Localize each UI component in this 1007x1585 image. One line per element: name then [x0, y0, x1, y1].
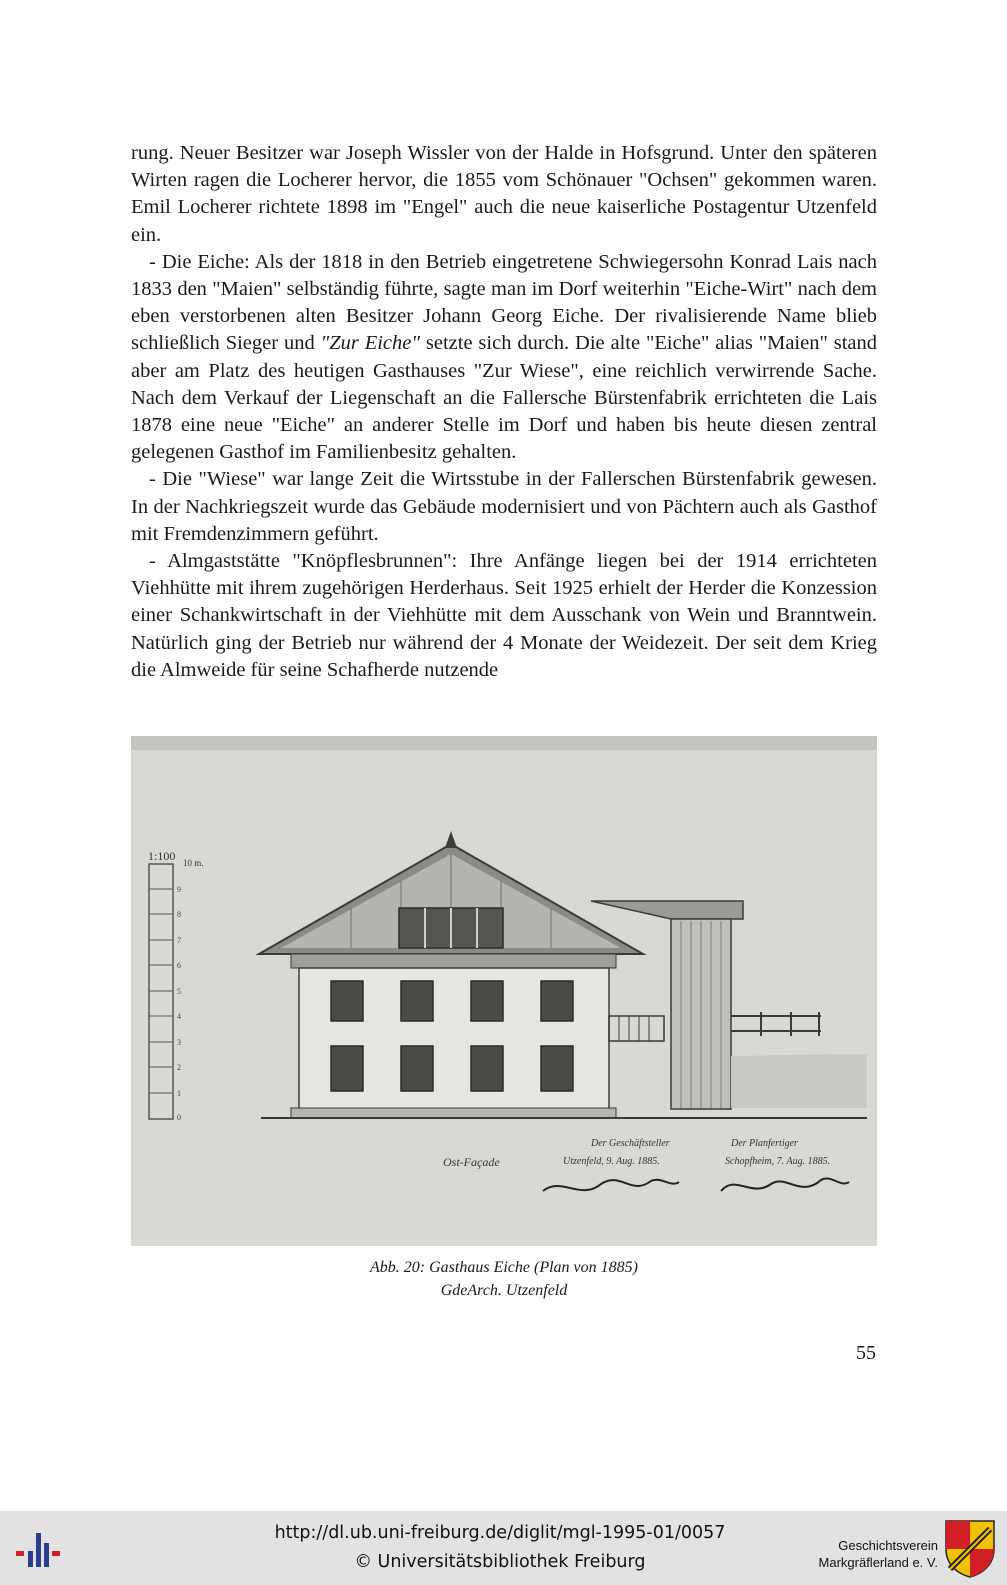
scale-number: 6	[177, 961, 181, 970]
page-number: 55	[856, 1342, 876, 1364]
planner-place-date: Schopfheim, 7. Aug. 1885.	[725, 1156, 831, 1167]
society-line-1: Geschichtsverein	[838, 1538, 938, 1553]
figure-caption	[131, 1256, 877, 1302]
scale-number: 7	[177, 936, 181, 945]
paragraph-2	[131, 249, 877, 467]
scale-unit: 10 m.	[183, 858, 204, 868]
society-name	[790, 1537, 938, 1571]
paragraph-2-emphasis: "Zur Eiche"	[320, 332, 420, 355]
scale-number: 0	[177, 1113, 181, 1122]
scale-number: 5	[177, 987, 181, 996]
scale-number: 9	[177, 885, 181, 894]
scale-label: 1:100	[148, 849, 176, 863]
caption-line-1: Abb. 20: Gasthaus Eiche (Plan von 1885)	[370, 1259, 638, 1276]
markgraeflerland-crest-icon[interactable]	[944, 1519, 996, 1579]
ub-freiburg-logo-icon[interactable]	[14, 1527, 64, 1571]
society-line-2: Markgräflerland e. V.	[818, 1555, 938, 1570]
paragraph-3: - Die "Wiese" war lange Zeit die Wirtsstube in der Fallerschen Bürstenfabrik gewesen. In der Nachkriegszeit wurde das Gebäude modernisiert und von Pächtern auch als Gasthof mit Fremdenzimmern geführt.	[131, 468, 877, 545]
paragraph-1: rung. Neuer Besitzer war Joseph Wissler von der Halde in Hofsgrund. Unter den späteren Wirten ragen die Locherer hervor, die 1855 vom Schönauer "Ochsen" gekommen waren. Emil Locherer richtete 1898 im "Engel" auch die neue kaiserliche Postagentur Utzenfeld ein.	[131, 142, 877, 246]
scale-number: 3	[177, 1038, 181, 1047]
paragraph-2-part-1: - Die Eiche: Als der 1818 in den Betrieb eingetretene Schwiegersohn Konrad Lais nach 1833 den "Maien" selbständig führte, sagte man im Dorf weiterhin "Eiche-Wirt" nach dem eben verstorbenen alten Besitzer Johann Georg Eiche. Der rivalisierende Name blieb schließlich Sieger und	[131, 250, 877, 355]
copyright-text: © Universitätsbibliothek Freiburg	[354, 1552, 646, 1572]
scale-number: 4	[177, 1012, 181, 1021]
paragraph-4: - Almgaststätte "Knöpflesbrunnen": Ihre Anfänge liegen bei der 1914 errichteten Viehhütte mit ihrem zugehörigen Herderhaus. Seit 1925 erhielt der Herder die Konzession einer Schankwirtschaft in der Viehhütte mit dem Ausschank von Wein und Branntwein. Natürlich ging der Betrieb nur während der 4 Monate der Weidezeit. Der seit dem Krieg die Almweide für seine Schafherde nutzende	[131, 550, 877, 681]
planner-title: Der Planfertiger	[731, 1138, 798, 1149]
scale-number: 2	[177, 1063, 181, 1072]
footer-links	[160, 1519, 840, 1577]
owner-title: Der Geschäftsteller	[591, 1138, 670, 1149]
caption-line-2: GdeArch. Utzenfeld	[440, 1282, 568, 1299]
building-plan-figure	[131, 736, 877, 1246]
plan-drawing	[131, 736, 877, 1246]
owner-place-date: Utzenfeld, 9. Aug. 1885.	[563, 1156, 660, 1167]
scale-number: 1	[177, 1089, 181, 1098]
body-text	[131, 140, 877, 684]
footer-bar	[0, 1511, 1007, 1585]
scale-number: 8	[177, 910, 181, 919]
facade-label: Ost-Façade	[443, 1155, 500, 1169]
permalink-link[interactable]: http://dl.ub.uni-freiburg.de/diglit/mgl-1995-01/0057	[274, 1523, 726, 1543]
paragraph-2-part-2: setzte sich durch. Die alte "Eiche" alias "Maien" stand aber am Platz des heutigen Gasthauses "Zur Wiese", eine reichlich verwirrende Sache. Nach dem Verkauf der Liegenschaft an die Fallersche Bürstenfabrik errichteten die Lais 1878 eine neue "Eiche" an anderer Stelle im Dorf und haben bis heute diesen zentral gelegenen Gasthof im Familienbesitz gehalten.	[131, 332, 877, 464]
